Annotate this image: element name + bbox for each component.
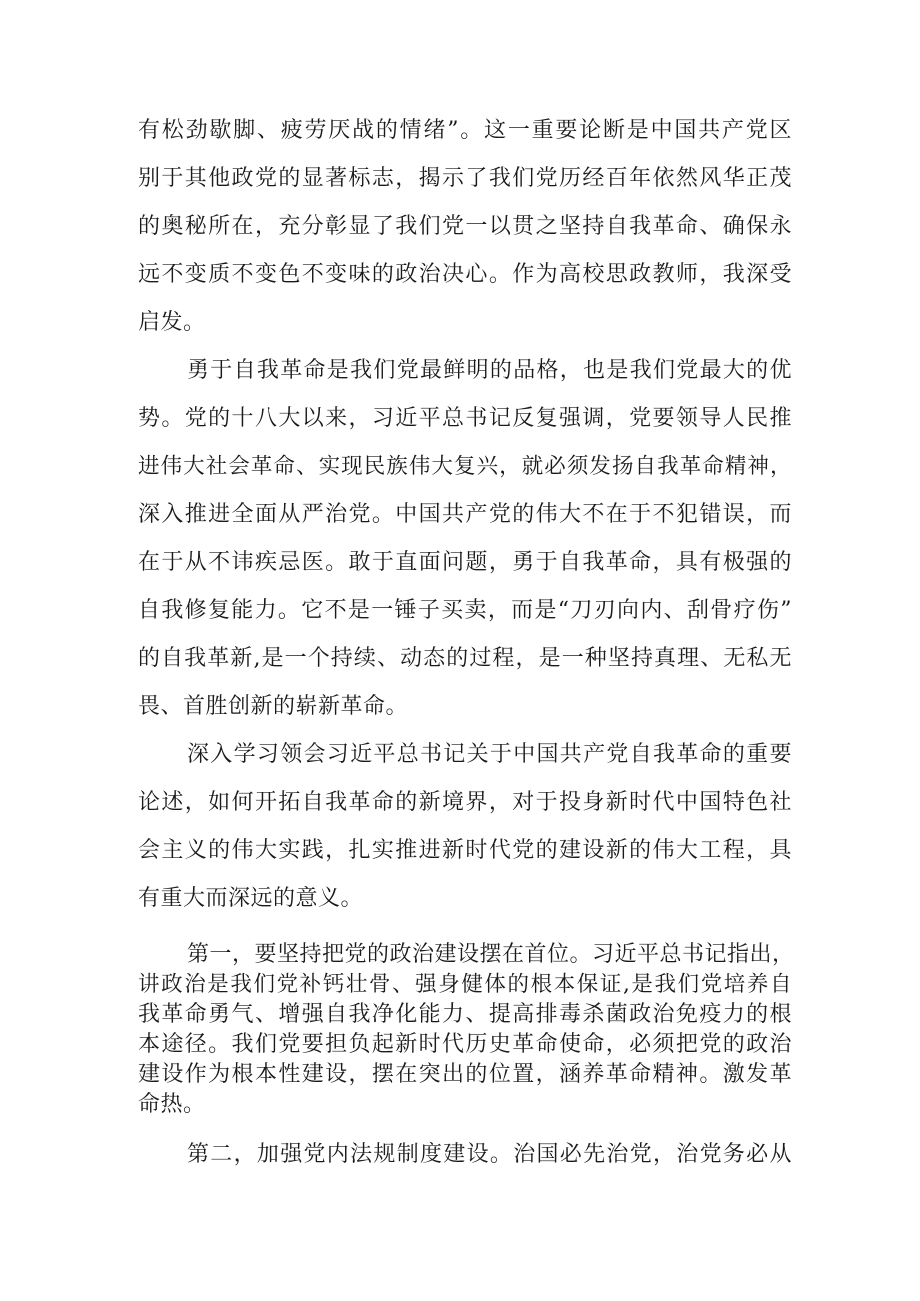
text-line: 别于其他政党的显著标志，揭示了我们党历经百年依然风华正茂 — [138, 166, 792, 191]
text-line: 我革命勇气、增强自我净化能力、提高排毒杀菌政治免疫力的根 — [138, 1002, 792, 1027]
text-line: 远不变质不变色不变味的政治决心。作为高校思政教师，我深受 — [138, 262, 792, 287]
text-line: 在于从不讳疾忌医。敢于直面问题，勇于自我革命，具有极强的 — [138, 550, 792, 575]
text-line: 有松劲歇脚、疲劳厌战的情绪”。这一重要论断是中国共产党区 — [138, 118, 792, 143]
text-line: 勇于自我革命是我们党最鲜明的品格，也是我们党最大的优 — [187, 358, 792, 383]
text-line: 的自我革新,是一个持续、动态的过程，是一种坚持真理、无私无 — [138, 646, 792, 671]
text-line: 畏、首胜创新的崭新革命。 — [138, 694, 409, 719]
text-line: 第一，要坚持把党的政治建设摆在首位。习近平总书记指出， — [187, 942, 795, 967]
text-line: 深入学习领会习近平总书记关于中国共产党自我革命的重要 — [187, 742, 792, 767]
text-line: 自我修复能力。它不是一锤子买卖，而是“刀刃向内、刮骨疗伤” — [138, 598, 792, 623]
text-line: 启发。 — [138, 310, 206, 335]
text-line: 命热。 — [138, 1092, 206, 1117]
text-line: 论述，如何开拓自我革命的新境界，对于投身新时代中国特色社 — [138, 790, 792, 815]
text-line: 的奥秘所在，充分彰显了我们党一以贯之坚持自我革命、确保永 — [138, 214, 792, 239]
text-line: 第二，加强党内法规制度建设。治国必先治党，治党务必从 — [187, 1142, 792, 1167]
text-line: 势。党的十八大以来，习近平总书记反复强调，党要领导人民推 — [138, 406, 792, 431]
text-line: 进伟大社会革命、实现民族伟大复兴，就必须发扬自我革命精神， — [138, 454, 792, 479]
text-line: 有重大而深远的意义。 — [138, 886, 364, 911]
text-line: 深入推进全面从严治党。中国共产党的伟大不在于不犯错误，而 — [138, 502, 792, 527]
text-line: 本途径。我们党要担负起新时代历史革命使命，必须把党的政治 — [138, 1032, 792, 1057]
text-line: 建设作为根本性建设，摆在突出的位置，涵养革命精神。激发革 — [138, 1062, 792, 1087]
text-line: 讲政治是我们党补钙壮骨、强身健体的根本保证,是我们党培养自 — [138, 972, 792, 997]
text-line: 会主义的伟大实践，扎实推进新时代党的建设新的伟大工程，具 — [138, 838, 792, 863]
